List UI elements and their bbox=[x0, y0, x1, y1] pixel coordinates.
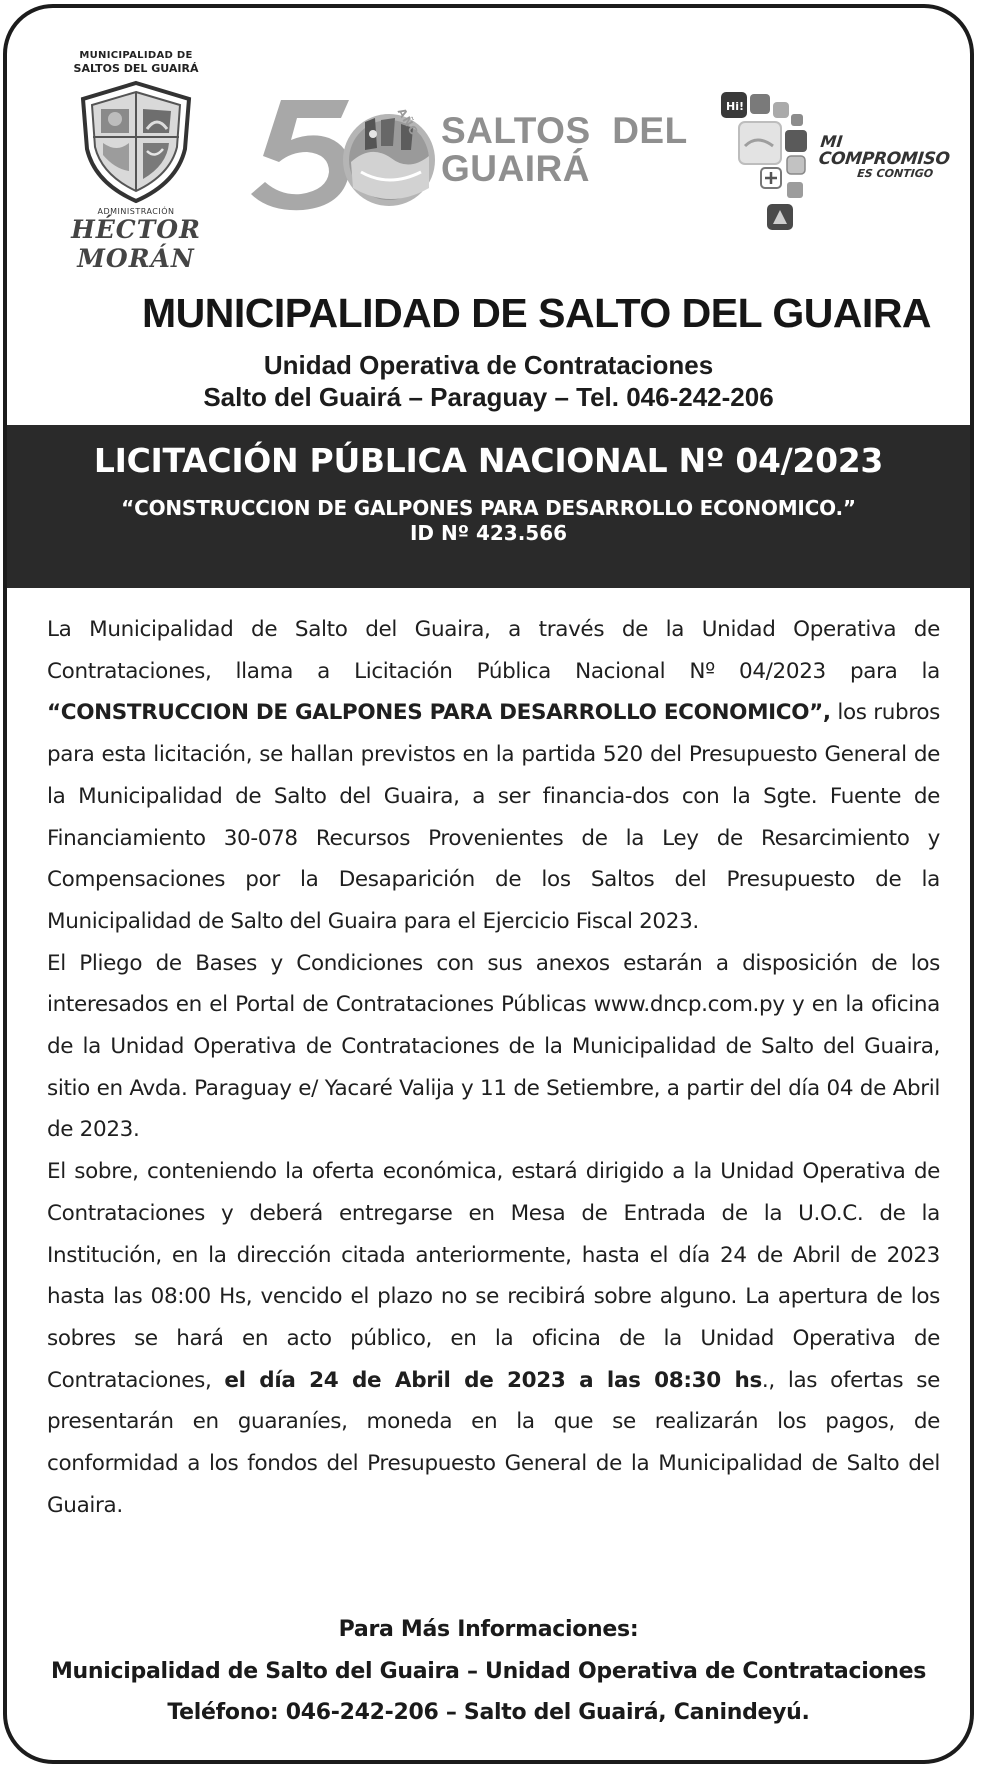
shield-icon bbox=[77, 79, 195, 205]
commitment-slogan bbox=[817, 134, 953, 180]
paragraph-3-text-b: ., las ofertas se presentarán en guaraníes, moneda en la que se realizarán los pagos, de conformidad a los fondos del Presupuesto General de la Municipalidad de Salto del Guaira. bbox=[47, 1367, 940, 1518]
commitment-logo bbox=[717, 90, 967, 240]
contact-subtitle: Salto del Guairá – Paraguay – Tel. 046-242-206 bbox=[203, 382, 774, 412]
footer-institution: Municipalidad de Salto del Guaira – Unidad Operativa de Contrataciones bbox=[50, 1658, 927, 1684]
tender-title: LICITACIÓN PÚBLICA NACIONAL Nº 04/2023 bbox=[93, 441, 884, 480]
paragraph-1 bbox=[47, 609, 940, 943]
paragraph-1-text-a: La Municipalidad de Salto del Guaira, a través de la Unidad Operativa de Contrataciones, llama a Licitación Pública Nacional Nº 04/2023 para la bbox=[47, 617, 940, 684]
anniversary-brand-line-1: SALTOS DEL bbox=[441, 110, 688, 151]
tender-id: ID Nº 423.566 bbox=[409, 521, 568, 545]
logo-top-line-2: SALTOS DEL GUAIRÁ bbox=[73, 62, 199, 75]
slogan-line-2: COMPROMISO bbox=[817, 149, 951, 169]
notice-frame bbox=[3, 4, 974, 1764]
anniversary-logo bbox=[241, 92, 711, 222]
paragraph-1-text-b: los rubros para esta licitación, se hallan previstos en la partida 520 del Presupuesto General de la Municipalidad de Salto del Guaira, a ser financia-dos con la Sgte. Fuente de Financiamiento 30-078 Recursos Provenientes de la Ley de Resarcimiento y Compensaciones por la Desaparición de los Saltos del Presupuesto de la Municipalidad de Salto del Guaira para el Ejercicio Fiscal 2023. bbox=[47, 700, 940, 934]
svg-text:Hi!: Hi! bbox=[726, 100, 744, 113]
logo-admin-label: ADMINISTRACIÓN bbox=[97, 207, 175, 216]
anniversary-anos-label: AÑOS bbox=[394, 106, 426, 147]
unit-subtitle: Unidad Operativa de Contrataciones bbox=[263, 350, 714, 380]
municipality-logo bbox=[51, 50, 221, 273]
tender-object: “CONSTRUCCION DE GALPONES PARA DESARROLLO ECONOMICO.” bbox=[121, 496, 856, 520]
anniversary-brand bbox=[441, 112, 688, 188]
logo-admin-name: HÉCTOR MORÁN bbox=[71, 215, 201, 273]
notice-body bbox=[47, 609, 940, 1526]
paragraph-3-text-a: El sobre, conteniendo la oferta económica, estará dirigido a la Unidad Operativa de Contrataciones y deberá entregarse en Mesa de Entrada de la U.O.C. de la Institución, en la dirección citada anteriormente, hasta el día 24 de Abril de 2023 hasta las 08:00 Hs, vencido el plazo no se recibirá sobre alguno. La apertura de los sobres se hará en acto público, en la oficina de la Unidad Operativa de Contrataciones, bbox=[47, 1159, 940, 1393]
paragraph-3 bbox=[47, 1151, 940, 1526]
paragraph-1-bold: “CONSTRUCCION DE GALPONES PARA DESARROLLO ECONOMICO”, bbox=[47, 700, 831, 726]
fifty-years-emblem-icon bbox=[241, 92, 441, 222]
footer-heading: Para Más Informaciones: bbox=[338, 1617, 639, 1642]
page-title: MUNICIPALIDAD DE SALTO DEL GUAIRA bbox=[141, 290, 932, 336]
paragraph-2: El Pliego de Bases y Condiciones con sus anexos estarán a disposición de los interesados en el Portal de Contrataciones Públicas www.dncp.com.py y en la oficina de la Unidad Operativa de Contrataciones de la Municipalidad de Salto del Guaira, sitio en Avda. Paraguay e/ Yacaré Valija y 11 de Setiembre, a partir del día 04 de Abril de 2023. bbox=[47, 950, 940, 1143]
tender-banner bbox=[7, 425, 970, 588]
slogan-line-3: ES CONTIGO bbox=[856, 167, 934, 180]
mosaic-tiles-icon bbox=[717, 90, 817, 240]
footer-phone: Teléfono: 046-242-206 – Salto del Guairá, Canindeyú. bbox=[167, 1700, 810, 1725]
paragraph-3-bold: el día 24 de Abril de 2023 a las 08:30 hs bbox=[224, 1367, 762, 1393]
contact-footer bbox=[7, 1609, 970, 1734]
anniversary-brand-line-2: GUAIRÁ bbox=[441, 148, 590, 189]
logo-top-line-1: MUNICIPALIDAD DE bbox=[79, 50, 193, 61]
slogan-line-1: MI bbox=[819, 132, 844, 151]
